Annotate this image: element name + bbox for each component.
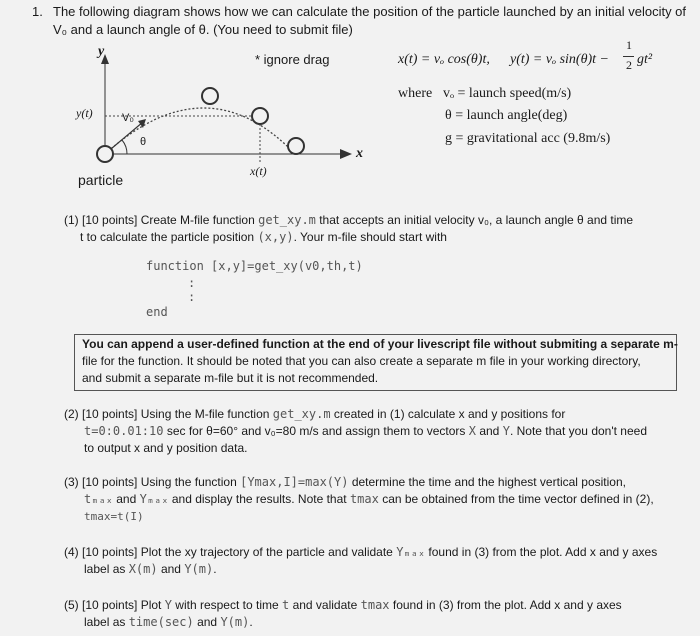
code-dots-2: : (188, 290, 196, 304)
part2-text-d: . Note that you don't need (509, 424, 647, 438)
part2-line3: to output x and y position data. (84, 441, 248, 455)
part4-line1 (64, 544, 657, 561)
part4-code-ym: Y(m) (184, 562, 214, 576)
part2-text-and: and (476, 424, 503, 438)
part5-code-time: time(sec) (128, 615, 194, 629)
part5-code-tmax: tmax (360, 598, 390, 612)
part3-text-a: (3) [10 points] Using the function (64, 475, 241, 489)
part5-text-a: (5) [10 points] Plot (64, 598, 165, 612)
part4-text-c: label as (84, 562, 129, 576)
part2-code-t: t=0:0.01:10 (84, 424, 164, 438)
part2-code-getxy: get_xy.m (272, 407, 331, 421)
theta-definition: θ = launch angle(deg) (445, 108, 568, 123)
theta-arc (122, 140, 127, 154)
velocity-arrow-icon (138, 119, 146, 128)
ignore-drag-note: * ignore drag (255, 52, 330, 67)
question-intro-line2: V₀ and a launch angle of θ. (You need to submit file) (53, 22, 353, 37)
part2-text-a: (2) [10 points] Using the M-file function (64, 407, 273, 421)
part3-text-and: and (112, 492, 140, 506)
part1-text-b: that accepts an initial velocity v₀, a launch angle θ and time (315, 213, 634, 227)
question-number: 1. (32, 4, 43, 19)
code-dots-1: : (188, 276, 196, 290)
xt-label: x(t) (250, 164, 267, 178)
v0-definition: vₒ = launch speed(m/s) (443, 86, 572, 101)
part4-code-ymax: Yₘₐₓ (396, 545, 426, 559)
fraction-denominator: 2 (626, 58, 632, 72)
part3-code-max: [Ymax,I]=max(Y) (240, 475, 349, 489)
part1-text-c: t to calculate the particle position (80, 230, 258, 244)
part2-line1 (64, 406, 565, 423)
part2-text-c: sec for θ=60° and v₀=80 m/s and assign them to vectors (163, 424, 469, 438)
part3-line2 (84, 491, 654, 508)
part3-text-c: can be obtained from the time vector defined in (2), (378, 492, 654, 506)
part1-text-d: . Your m-file should start with (293, 230, 447, 244)
part2-text-b: created in (1) calculate x and y positions for (330, 407, 566, 421)
part3-line1 (64, 474, 626, 491)
part3-code-ymax: Yₘₐₓ (139, 492, 169, 506)
part3-code-tmax2: tmax (349, 492, 379, 506)
particle-label: particle (78, 172, 124, 188)
part1-line2 (80, 229, 447, 246)
part5-code-ym: Y(m) (220, 615, 250, 629)
part5-line2 (84, 614, 253, 631)
x-axis-label: x (356, 146, 363, 161)
part3-text-b2: and display the results. Note that (168, 492, 350, 506)
where-label: where (398, 86, 433, 101)
g-definition: g = gravitational acc (9.8m/s) (445, 131, 611, 146)
part4-text-b: found in (3) from the plot. Add x and y axes (425, 545, 658, 559)
part2-code-x: X (468, 424, 476, 438)
equation-y-right: gt² (637, 52, 653, 67)
part5-text-b: with respect to time (171, 598, 282, 612)
notice-line3: and submit a separate m-file but it is not recommended. (82, 371, 379, 385)
theta-label: θ (140, 136, 147, 148)
yt-label: y(t) (76, 106, 93, 120)
particle-end-circle (288, 138, 304, 154)
part4-text-a: (4) [10 points] Plot the xy trajectory of the particle and validate (64, 545, 397, 559)
part1-line1 (64, 212, 633, 229)
particle-apex-circle (202, 88, 218, 104)
particle-current-circle (252, 108, 268, 124)
part5-text-c: and validate (289, 598, 361, 612)
part5-line1 (64, 597, 622, 614)
part4-line2 (84, 561, 217, 578)
fraction-numerator: 1 (626, 38, 632, 52)
notice-line2: file for the function. It should be noted that you can also create a separate m file in your working directory, (82, 354, 641, 368)
fraction-bar (623, 56, 634, 57)
part5-text-and: and (193, 615, 221, 629)
part5-code-y: Y (164, 598, 172, 612)
particle-start-circle (97, 146, 113, 162)
equation-x: x(t) = vₒ cos(θ)t, (398, 52, 490, 67)
part2-line2 (84, 423, 647, 440)
question-intro-line1: The following diagram shows how we can calculate the position of the particle launched by an initial velocity of (53, 4, 687, 19)
part3-text-b: determine the time and the highest vertical position, (348, 475, 626, 489)
notice-line1: You can append a user-defined function at the end of your livescript file without submiting a separate m- (82, 337, 678, 351)
equation-y-left: y(t) = vₒ sin(θ)t − (510, 52, 609, 67)
part3-line3: tmax=t(I) (84, 510, 144, 523)
part4-code-xm: X(m) (128, 562, 158, 576)
y-axis-label: y (98, 44, 105, 59)
v0-label: V₀ (122, 112, 134, 124)
part4-text-d: . (213, 562, 217, 576)
x-axis-arrow-icon (340, 149, 352, 159)
function-signature: function [x,y]=get_xy(v0,th,t) (146, 259, 363, 273)
part5-text-d: found in (3) from the plot. Add x and y axes (389, 598, 622, 612)
function-end: end (146, 305, 168, 319)
part3-code-tmax: tₘₐₓ (84, 492, 113, 506)
part1-text-a: (1) [10 points] Create M-file function (64, 213, 259, 227)
part5-text-f: . (249, 615, 253, 629)
part4-text-and: and (157, 562, 185, 576)
part5-text-e: label as (84, 615, 129, 629)
part1-code-xy: (x,y) (257, 230, 294, 244)
part5-code-t: t (282, 598, 290, 612)
part2-code-y: Y (502, 424, 510, 438)
part1-code-getxy: get_xy.m (258, 213, 316, 227)
